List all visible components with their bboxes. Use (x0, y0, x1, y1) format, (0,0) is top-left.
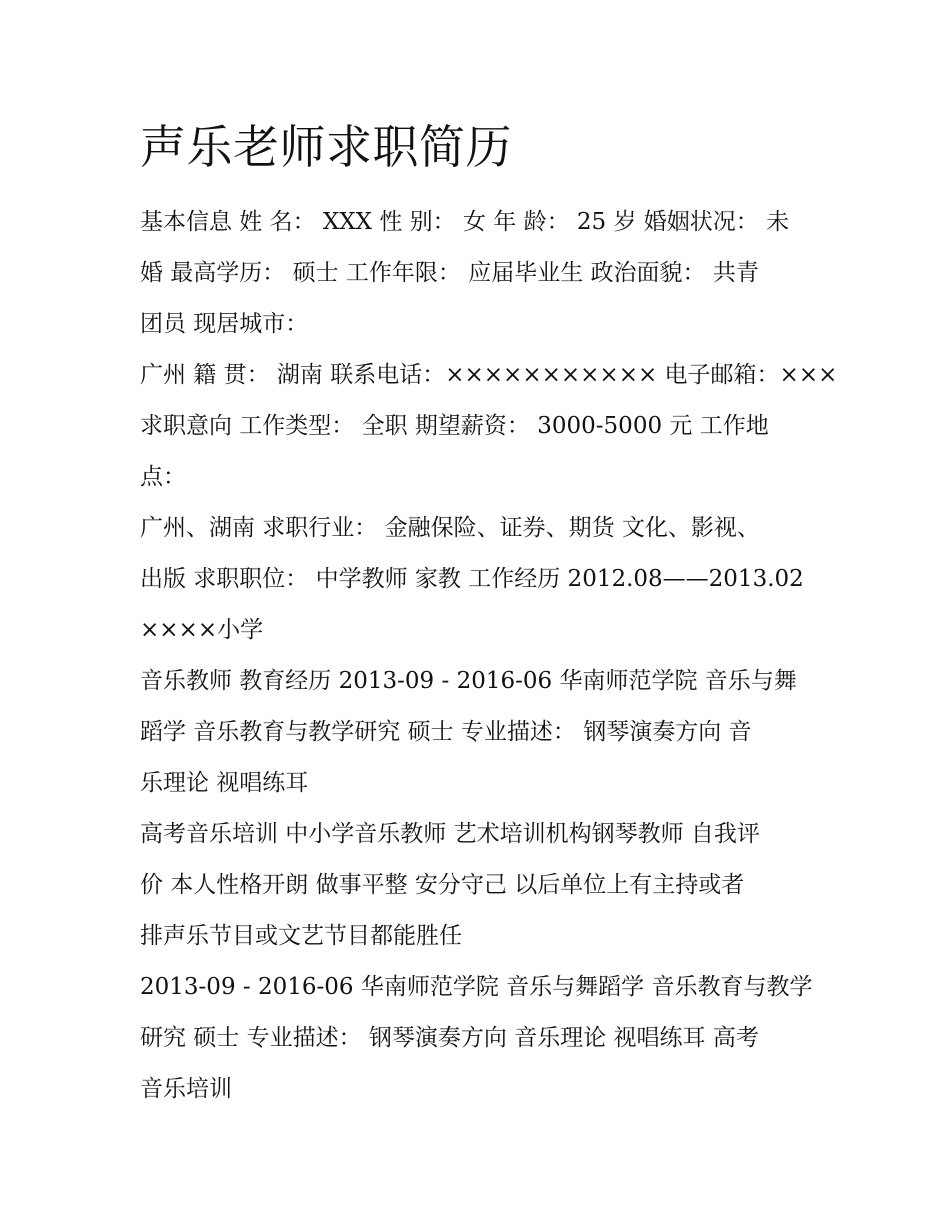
text-line-2: 婚 最高学历： 硕士 工作年限： 应届毕业生 政治面貌： 共青 (140, 260, 759, 286)
text-line-17: 研究 硕士 专业描述： 钢琴演奏方向 音乐理论 视唱练耳 高考 (140, 1025, 759, 1051)
text-line-12: 乐理论 视唱练耳 (140, 770, 309, 796)
text-line-16: 2013-09 - 2016-06 华南师范学院 音乐与舞蹈学 音乐教育与教学 (140, 974, 813, 1000)
text-line-1: 基本信息 姓 名： XXX 性 别： 女 年 龄： 25 岁 婚姻状况： 未 (140, 209, 790, 235)
text-line-10: 音乐教师 教育经历 2013-09 - 2016-06 华南师范学院 音乐与舞 (140, 668, 797, 694)
text-line-18: 音乐培训 (140, 1076, 232, 1102)
text-line-11: 蹈学 音乐教育与教学研究 硕士 专业描述： 钢琴演奏方向 音 (140, 719, 752, 745)
text-line-3: 团员 现居城市： (140, 311, 309, 337)
text-line-4: 广州 籍 贯： 湖南 联系电话：××××××××××× 电子邮箱：××× (140, 362, 838, 388)
text-line-15: 排声乐节目或文艺节目都能胜任 (140, 923, 462, 949)
text-line-13: 高考音乐培训 中小学音乐教师 艺术培训机构钢琴教师 自我评 (140, 821, 760, 847)
text-line-8: 出版 求职职位： 中学教师 家教 工作经历 2012.08——2013.02 (140, 566, 804, 592)
text-line-14: 价 本人性格开朗 做事平整 安分守己 以后单位上有主持或者 (140, 872, 745, 898)
document-title: 声乐老师求职简历 (140, 120, 512, 174)
text-line-5: 求职意向 工作类型： 全职 期望薪资： 3000-5000 元 工作地 (140, 413, 769, 439)
text-line-7: 广州、湖南 求职行业： 金融保险、证券、期货 文化、影视、 (140, 515, 760, 541)
text-line-6: 点： (140, 464, 186, 490)
text-line-9: ××××小学 (140, 617, 264, 643)
